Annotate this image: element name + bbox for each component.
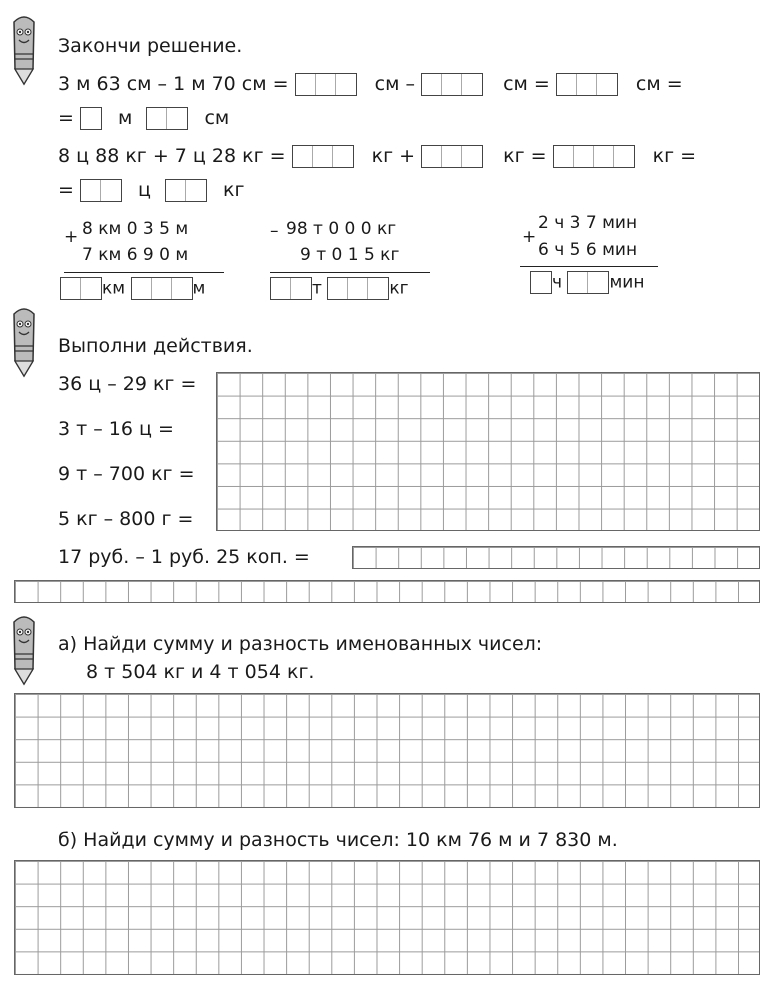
- eq2-line: [58, 144, 696, 168]
- col2-unit-t: т: [312, 278, 322, 299]
- eq1-unit-1: см –: [374, 73, 415, 95]
- col3-min-box[interactable]: [567, 271, 609, 294]
- col1-km-box[interactable]: [60, 277, 102, 300]
- task2-item-2: 3 т – 16 ц =: [58, 418, 174, 440]
- col2-line1: 98 т 0 0 0 кг: [286, 219, 397, 239]
- col1-unit-km: км: [102, 278, 126, 299]
- eq1-answer-box-3[interactable]: [556, 73, 618, 96]
- eq2-left: 8 ц 88 кг + 7 ц 28 кг =: [58, 145, 286, 167]
- col3-sign: +: [522, 227, 537, 247]
- task1-title: Закончи решение.: [58, 35, 243, 57]
- task2-title: Выполни действия.: [58, 335, 253, 357]
- eq2-answer-box-3[interactable]: [553, 145, 635, 168]
- eq2-answer-box-2[interactable]: [421, 145, 483, 168]
- col1-m-box[interactable]: [131, 277, 193, 300]
- col2-rule: [270, 272, 430, 273]
- eq1-cm-box[interactable]: [146, 107, 188, 130]
- eq1-unit-m: м: [118, 107, 133, 129]
- col3-rule: [520, 266, 658, 267]
- eq2-centner-box[interactable]: [80, 179, 122, 202]
- eq2-unit-3: кг =: [652, 145, 697, 167]
- eq2-unit-1: кг +: [371, 145, 416, 167]
- col1-answer: [60, 277, 205, 300]
- col2-sign: –: [270, 221, 279, 241]
- col1-sign: +: [64, 227, 79, 247]
- eq1-left: 3 м 63 см – 1 м 70 см =: [58, 73, 289, 95]
- col2-unit-kg: кг: [389, 278, 409, 299]
- eq1-unit-3: см =: [635, 73, 683, 95]
- col2-t-box[interactable]: [270, 277, 312, 300]
- pencil-mascot-icon: [6, 614, 42, 686]
- col1-line2: 7 км 6 9 0 м: [82, 245, 189, 265]
- eq2-kg-box[interactable]: [165, 179, 207, 202]
- eq1-unit-cm: см: [204, 107, 230, 129]
- task3-a-line2: 8 т 504 кг и 4 т 054 кг.: [86, 661, 315, 683]
- eq2-answer-box-1[interactable]: [292, 145, 354, 168]
- col2-answer: [270, 277, 409, 300]
- col1-unit-m: м: [192, 278, 206, 299]
- task3-b-line: б) Найди сумму и разность чисел: 10 км 76 м и 7 830 м.: [58, 829, 618, 851]
- col3-line1: 2 ч 3 7 мин: [538, 213, 638, 233]
- col3-line2: 6 ч 5 6 мин: [538, 240, 638, 260]
- eq2-unit-kg: кг: [223, 179, 245, 201]
- task3-a-line1: а) Найди сумму и разность именованных чисел:: [58, 633, 543, 655]
- eq1-answer-box-1[interactable]: [295, 73, 357, 96]
- col1-rule: [64, 272, 224, 273]
- col3-unit-min: мин: [609, 272, 645, 293]
- task2-item-4: 5 кг – 800 г =: [58, 508, 194, 530]
- col3-h-box[interactable]: [530, 271, 552, 294]
- task2-item-1: 36 ц – 29 кг =: [58, 373, 197, 395]
- task2-last-answer-grid[interactable]: [352, 546, 760, 569]
- task2-last-item: 17 руб. – 1 руб. 25 коп. =: [58, 546, 310, 568]
- task2-extra-grid-row[interactable]: [14, 580, 760, 603]
- task2-item-3: 9 т – 700 кг =: [58, 463, 195, 485]
- task2-answer-grid[interactable]: [216, 372, 760, 531]
- eq2-unit-2: кг =: [503, 145, 547, 167]
- eq2-unit-c: ц: [138, 179, 151, 201]
- col1-line1: 8 км 0 3 5 м: [82, 219, 189, 239]
- task3-b-answer-grid[interactable]: [14, 860, 760, 975]
- eq1-unit-2: см =: [503, 73, 550, 95]
- col3-unit-h: ч: [552, 272, 563, 293]
- task3-a-answer-grid[interactable]: [14, 693, 760, 808]
- eq1-cont-equals: =: [58, 107, 74, 129]
- eq2-cont-equals: =: [58, 179, 74, 201]
- pencil-mascot-icon: [6, 306, 42, 378]
- eq1-answer-box-2[interactable]: [421, 73, 483, 96]
- pencil-mascot-icon: [6, 14, 42, 86]
- eq2-line-2: [58, 178, 245, 202]
- col2-line2: 9 т 0 1 5 кг: [300, 245, 400, 265]
- eq1-meters-box[interactable]: [80, 107, 102, 130]
- col3-answer: [530, 271, 644, 294]
- col2-kg-box[interactable]: [327, 277, 389, 300]
- eq1-line: [58, 72, 683, 96]
- eq1-line-2: [58, 106, 229, 130]
